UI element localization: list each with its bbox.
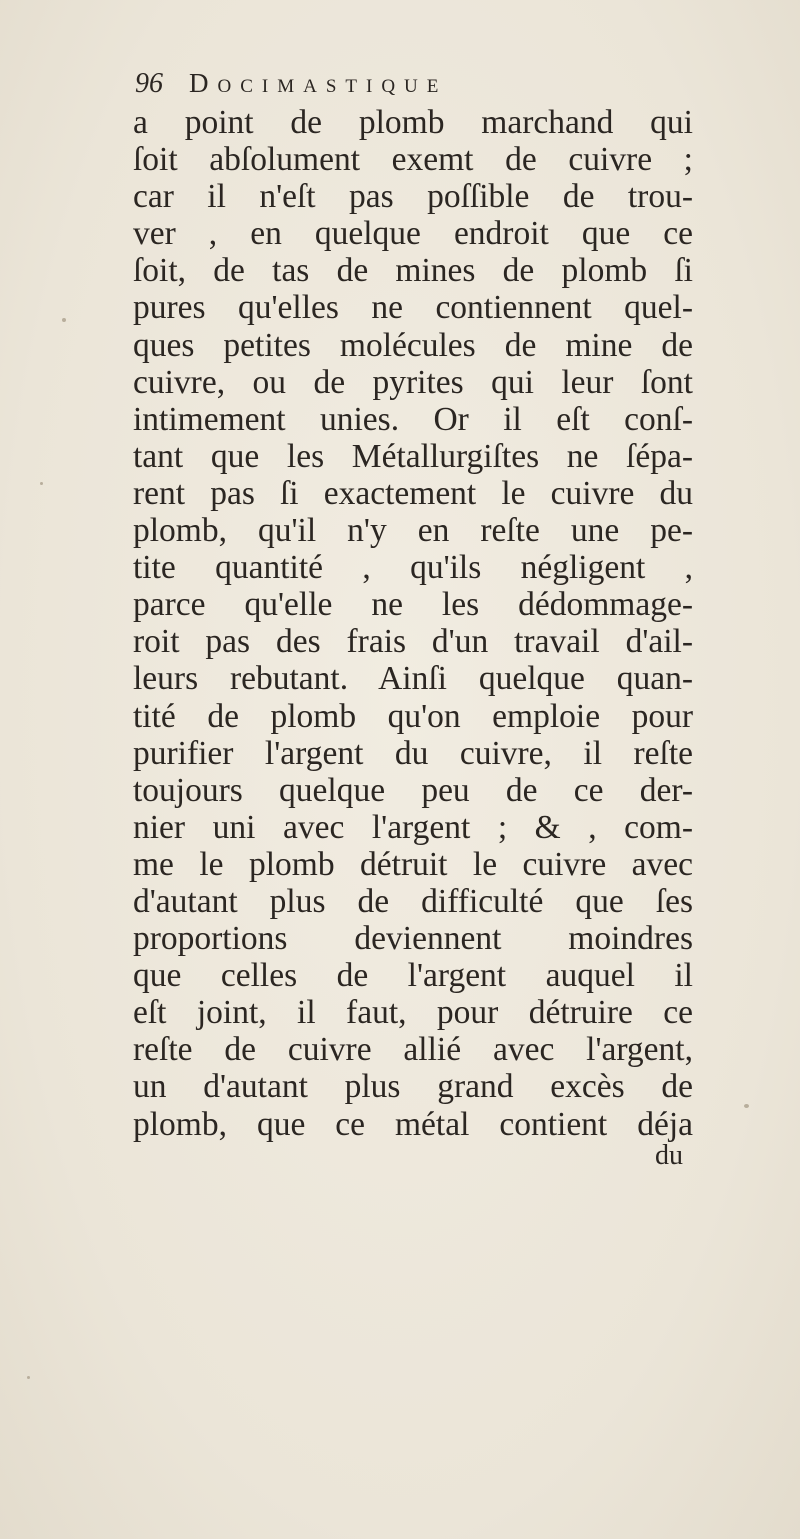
text-line: pures qu'elles ne contiennent quel-: [133, 289, 693, 327]
text-line: ſoit abſolument exemt de cuivre ;: [133, 141, 693, 179]
text-line: me le plomb détruit le cuivre avec: [133, 845, 693, 883]
text-line: ſoit, de tas de mines de plomb ſi: [133, 252, 693, 290]
text-line: eſt joint, il faut, pour détruire ce: [133, 994, 693, 1032]
text-line: rent pas ſi exactement le cuivre du: [133, 474, 693, 512]
text-line: toujours quelque peu de ce der-: [133, 771, 693, 809]
text-line: tite quantité , qu'ils négligent ,: [133, 549, 693, 587]
text-line: d'autant plus de difficulté que ſes: [133, 882, 693, 920]
paper-speck: [62, 318, 66, 322]
text-line: intimement unies. Or il eſt conſ-: [133, 400, 693, 438]
paper-speck: [744, 1104, 749, 1108]
text-line: purifier l'argent du cuivre, il reſte: [133, 734, 693, 772]
catchword: du: [655, 1140, 683, 1171]
text-line: leurs rebutant. Ainſi quelque quan-: [133, 660, 693, 698]
page-header: [135, 68, 447, 108]
text-line: roit pas des frais d'un travail d'ail-: [133, 623, 693, 661]
page-number: 96: [135, 68, 163, 99]
text-line: cuivre, ou de pyrites qui leur ſont: [133, 363, 693, 401]
text-line: ques petites molécules de mine de: [133, 326, 693, 364]
text-line: nier uni avec l'argent ; & , com-: [133, 808, 693, 846]
text-line: tité de plomb qu'on emploie pour: [133, 697, 693, 735]
text-line: a point de plomb marchand qui: [133, 104, 693, 141]
text-line: tant que les Métallurgiſtes ne ſépa-: [133, 437, 693, 475]
text-line: que celles de l'argent auquel il: [133, 957, 693, 995]
paper-speck: [27, 1376, 30, 1379]
text-line: plomb, que ce métal contient déja: [133, 1105, 693, 1143]
text-line: proportions deviennent moindres: [133, 920, 693, 958]
running-title: Docimastique: [189, 68, 448, 98]
text-line: reſte de cuivre allié avec l'argent,: [133, 1031, 693, 1069]
text-line: parce qu'elle ne les dédommage-: [133, 586, 693, 624]
paper-speck: [40, 482, 43, 485]
text-line: un d'autant plus grand excès de: [133, 1068, 693, 1106]
text-line: ver , en quelque endroit que ce: [133, 215, 693, 253]
text-line: car il n'eſt pas poſſible de trou-: [133, 178, 693, 216]
text-line: plomb, qu'il n'y en reſte une pe-: [133, 512, 693, 550]
body-text: [133, 104, 693, 1143]
